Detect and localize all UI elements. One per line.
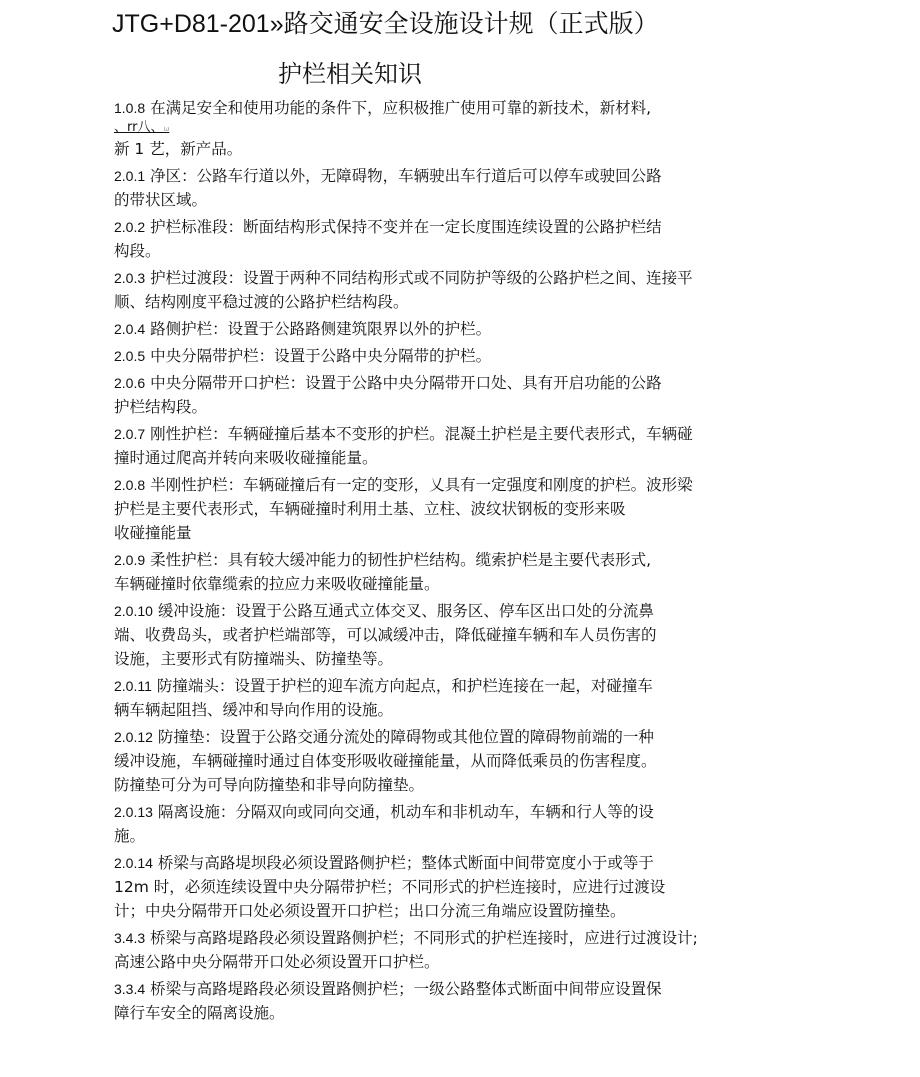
clause-text: 辆车辆起阻挡、缓冲和导向作用的设施。 [114,701,394,719]
clause-2-0-14 [114,851,834,923]
clause-text: 桥梁与高路堤路段必须设置路侧护栏；一级公路整体式断面中间带应设置保 [150,980,662,998]
clause-3-4-3 [114,926,834,974]
clause-text: 中央分隔带护栏：设置于公路中央分隔带的护栏。 [150,347,492,365]
clause-text: 防撞垫：设置于公路交通分流处的障碍物或其他位置的障碍物前端的一种 [157,728,654,746]
clause-number: 2.0.9 [114,552,146,568]
clause-number: 3.3.4 [114,981,146,997]
clause-text: 障行车安全的隔离设施。 [114,1004,285,1022]
clause-text: 的带状区域。 [114,191,208,209]
clause-line [114,749,834,773]
clause-text: 计；中央分隔带开口处必须设置开口护栏；出口分流三角端应设置防撞垫。 [114,902,626,920]
clause-line [114,446,834,470]
clause-text: 收碰撞能量 [114,524,192,542]
clause-2-0-12 [114,725,834,797]
clause-text: 12m 时，必须连续设置中央分隔带护栏；不同形式的护栏连接时，应进行过渡设 [114,878,666,896]
clause-number: 2.0.1 [114,168,146,184]
clause-text: 防撞垫可分为可导向防撞垫和非导向防撞垫。 [114,776,425,794]
clause-text: 高速公路中央分隔带开口处必须设置开口护栏。 [114,953,440,971]
clause-number: 2.0.7 [114,426,146,442]
clause-2-0-1 [114,164,834,212]
clause-line [114,96,834,120]
clause-line [114,977,834,1001]
clause-text: 半刚性护栏：车辆碰撞后有一定的变形，乂具有一定强度和刚度的护栏。波形梁 [150,476,693,494]
clause-2-0-9 [114,548,834,596]
clause-text: 撞时通过爬高并转向来吸收碰撞能量。 [114,449,378,467]
clause-number: 2.0.10 [114,603,153,619]
clause-line [114,698,834,722]
clause-2-0-2 [114,215,834,263]
clause-line [114,950,834,974]
clause-text: 护栏标准段：断面结构形式保持不变并在一定长度围连续设置的公路护栏结 [150,218,662,236]
clause-1-0-8 [114,96,834,161]
clause-text: 防撞端头：设置于护栏的迎车流方向起点，和护栏连接在一起，对碰撞车 [156,677,653,695]
clause-line [114,725,834,749]
clause-text: 施。 [114,827,146,845]
clause-2-0-5 [114,344,834,368]
clause-number: 2.0.14 [114,855,153,871]
clause-2-0-13 [114,800,834,848]
clause-number: 1.0.8 [114,100,146,116]
clause-line [114,188,834,212]
clause-line [114,623,834,647]
clause-text: 缓冲设施，车辆碰撞时通过自体变形吸收碰撞能量，从而降低乘员的伤害程度。 [114,752,657,770]
clause-text: 柔性护栏：具有较大缓冲能力的韧性护栏结构。缆索护栏是主要代表形式, [150,551,652,569]
clause-line [114,674,834,698]
clause-line [114,521,834,545]
clause-number: 2.0.8 [114,477,146,493]
clause-number: 2.0.4 [114,321,146,337]
section-heading [0,54,900,89]
clause-number: 2.0.12 [114,729,153,745]
clause-text: 顺、结构刚度平稳过渡的公路护栏结构段。 [114,293,409,311]
clause-text: 路侧护栏：设置于公路路侧建筑限界以外的护栏。 [150,320,492,338]
clause-line [114,875,834,899]
clause-line [114,572,834,596]
clause-2-0-3 [114,266,834,314]
clause-2-0-7 [114,422,834,470]
clause-text: 刚性护栏：车辆碰撞后基本不变形的护栏。混凝土护栏是主要代表形式，车辆碰 [150,425,693,443]
clause-text: 桥梁与高路堤坝段必须设置路侧护栏；整体式断面中间带宽度小于或等于 [157,854,654,872]
clause-line [114,1001,834,1025]
clause-number: 2.0.2 [114,219,146,235]
clause-line [114,395,834,419]
clause-text: 护栏是主要代表形式，车辆碰撞时利用土基、立柱、波纹状钢板的变形来吸 [114,500,626,518]
clause-3-3-4 [114,977,834,1025]
clause-number: 2.0.5 [114,348,146,364]
clause-text: 在满足安全和使用功能的条件下，应积极推广使用可靠的新技术，新材料, [150,99,652,117]
clause-2-0-11 [114,674,834,722]
clause-2-0-4 [114,317,834,341]
clause-line [114,851,834,875]
clause-text: 护栏过渡段：设置于两种不同结构形式或不同防护等级的公路护栏之间、连接平 [150,269,693,287]
clause-text: 护栏结构段。 [114,398,208,416]
garbled-text [114,120,834,137]
clause-text: 缓冲设施：设置于公路互通式立体交叉、服务区、停车区出口处的分流鼻 [157,602,654,620]
clause-number: 2.0.6 [114,375,146,391]
clause-text: 桥梁与高路堤路段必须设置路侧护栏；不同形式的护栏连接时，应进行过渡设计; [150,929,698,947]
clause-line [114,266,834,290]
document-title: JTG+D81-201»路交通安全设施设计规（正式版） [112,10,659,38]
clause-line [114,422,834,446]
clause-line [114,647,834,671]
clause-line [114,497,834,521]
document-body [114,96,834,1028]
clause-number: 2.0.11 [114,678,152,694]
clause-2-0-6 [114,371,834,419]
clause-line [114,824,834,848]
section-heading-text: 护栏相关知识 [278,60,422,88]
garbled-characters: 、rr八、 [114,120,164,135]
clause-line [114,899,834,923]
clause-line [114,317,834,341]
clause-text: 构段。 [114,242,161,260]
clause-number: 2.0.3 [114,270,146,286]
clause-line [114,239,834,263]
clause-line [114,773,834,797]
clause-text: 净区：公路车行道以外，无障碍物，车辆驶出车行道后可以停车或驶回公路 [150,167,662,185]
clause-line [114,926,834,950]
clause-line [114,290,834,314]
clause-line [114,344,834,368]
clause-line [114,800,834,824]
clause-line: 新 1 艺，新产品。 [114,140,243,158]
clause-2-0-8 [114,473,834,545]
clause-line [114,215,834,239]
clause-line [114,371,834,395]
clause-text: 设施，主要形式有防撞端头、防撞垫等。 [114,650,394,668]
clause-text: 车辆碰撞时依靠缆索的拉应力来吸收碰撞能量。 [114,575,440,593]
clause-text: 端、收费岛头，或者护栏端部等，可以减缓冲击，降低碰撞车辆和车人员伤害的 [114,626,657,644]
clause-line [114,599,834,623]
clause-number: 2.0.13 [114,804,153,820]
clause-line [114,548,834,572]
clause-line [114,164,834,188]
clause-text: 隔离设施：分隔双向或同向交通，机动车和非机动车，车辆和行人等的设 [157,803,654,821]
garbled-mark: ω [163,125,170,133]
clause-2-0-10 [114,599,834,671]
clause-text: 中央分隔带开口护栏：设置于公路中央分隔带开口处、具有开启功能的公路 [150,374,662,392]
clause-line [114,473,834,497]
clause-number: 3.4.3 [114,930,146,946]
